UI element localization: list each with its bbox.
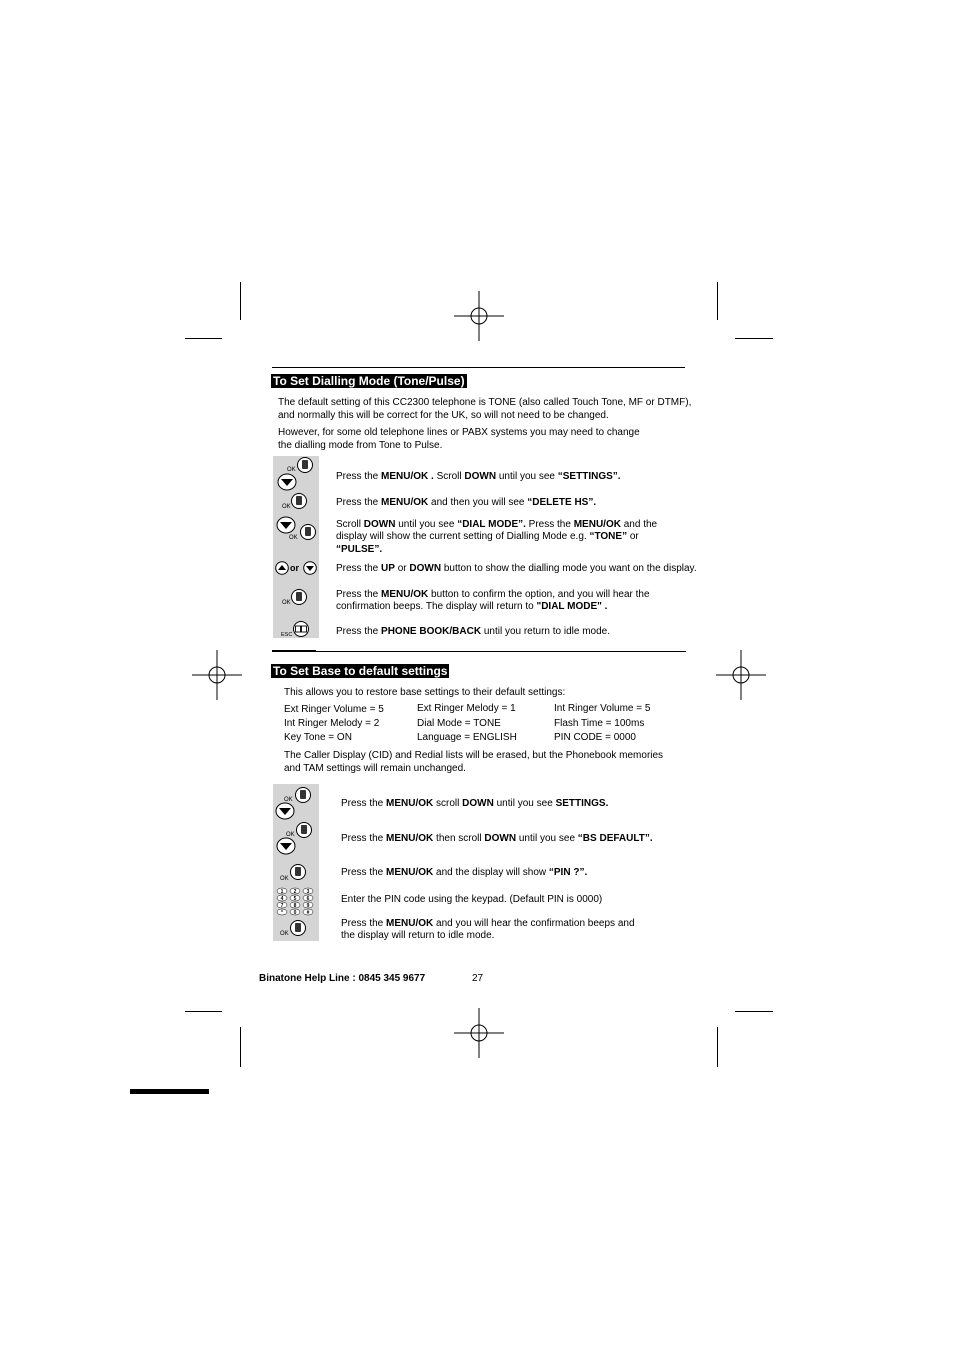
intro-line: However, for some old telephone lines or PABX systems you may need to change bbox=[278, 427, 640, 438]
default-setting: Int Ringer Melody = 2 bbox=[284, 718, 380, 729]
keypad-icon bbox=[276, 887, 316, 917]
registration-mark-icon bbox=[716, 650, 766, 700]
svg-text:OK: OK bbox=[282, 504, 291, 510]
step-instruction: Press the MENU/OK and you will hear the confirmation beeps and bbox=[341, 918, 635, 929]
menu-ok-button-icon bbox=[284, 457, 320, 474]
or-label: or bbox=[290, 563, 299, 573]
keypad-key-label: 4 bbox=[280, 895, 284, 902]
step-instruction: confirmation beeps. The display will return to "DIAL MODE" . bbox=[336, 601, 608, 612]
section-rule-accent bbox=[272, 650, 316, 652]
page-number: 27 bbox=[472, 973, 484, 984]
crop-mark bbox=[240, 282, 241, 320]
default-setting: PIN CODE = 0000 bbox=[554, 732, 636, 743]
up-arrow-button-icon bbox=[275, 561, 289, 575]
default-setting: Int Ringer Volume = 5 bbox=[554, 703, 651, 714]
step-instruction: “PULSE”. bbox=[336, 544, 383, 555]
keypad-key-label: 1 bbox=[280, 888, 284, 895]
keypad-key-label: 8 bbox=[293, 902, 297, 909]
crop-mark bbox=[240, 1027, 241, 1067]
registration-mark-icon bbox=[454, 1008, 504, 1058]
keypad-key-label: 5 bbox=[293, 895, 297, 902]
keypad-key-label: 3 bbox=[306, 888, 310, 895]
menu-ok-button-icon bbox=[281, 589, 317, 606]
step-instruction: Press the MENU/OK then scroll DOWN until you see “BS DEFAULT”. bbox=[341, 833, 653, 844]
note-line: and TAM settings will remain unchanged. bbox=[284, 763, 466, 774]
section-rule bbox=[272, 367, 685, 368]
step-instruction: Scroll DOWN until you see “DIAL MODE”. Press the MENU/OK and the bbox=[336, 519, 658, 530]
intro-line: This allows you to restore base settings to their default settings: bbox=[284, 687, 566, 698]
default-setting: Ext Ringer Volume = 5 bbox=[284, 704, 384, 715]
intro-line: the dialling mode from Tone to Pulse. bbox=[278, 440, 443, 451]
step-instruction: Press the MENU/OK . Scroll DOWN until you see “SETTINGS”. bbox=[336, 471, 621, 482]
section-rule bbox=[272, 651, 686, 652]
default-setting: Language = ENGLISH bbox=[417, 732, 517, 743]
crop-mark bbox=[735, 1011, 773, 1012]
svg-text:ESC: ESC bbox=[281, 632, 293, 638]
intro-line: and normally this will be correct for the UK, so will not need to be changed. bbox=[278, 410, 609, 421]
svg-text:OK: OK bbox=[286, 832, 295, 838]
crop-mark bbox=[717, 1027, 718, 1067]
registration-mark-icon bbox=[454, 291, 504, 341]
svg-text:OK: OK bbox=[280, 931, 289, 937]
svg-text:OK: OK bbox=[280, 876, 289, 882]
step-instruction: Press the MENU/OK and then you will see “DELETE HS”. bbox=[336, 497, 597, 508]
menu-ok-button-icon bbox=[281, 493, 317, 510]
svg-text:OK: OK bbox=[284, 797, 293, 803]
step-instruction: Press the UP or DOWN button to show the dialling mode you want on the display. bbox=[336, 563, 697, 574]
section-heading: To Set Dialling Mode (Tone/Pulse) bbox=[273, 374, 465, 388]
phonebook-back-button-icon bbox=[281, 621, 317, 638]
default-setting: Key Tone = ON bbox=[284, 732, 352, 743]
keypad-key-label: 6 bbox=[306, 895, 310, 902]
section-heading: To Set Base to default settings bbox=[273, 664, 448, 678]
keypad-key-label: 2 bbox=[293, 888, 297, 895]
keypad-key-label: 9 bbox=[306, 902, 310, 909]
keypad-key-label: * bbox=[281, 909, 283, 916]
crop-mark bbox=[185, 338, 222, 339]
down-arrow-button-icon bbox=[277, 473, 297, 491]
down-arrow-button-icon bbox=[275, 802, 295, 820]
step-instruction: Press the MENU/OK button to confirm the option, and you will hear the bbox=[336, 589, 650, 600]
step-instruction: the display will return to idle mode. bbox=[341, 930, 495, 941]
keypad-key-label: 7 bbox=[280, 902, 284, 909]
default-setting: Ext Ringer Melody = 1 bbox=[417, 703, 516, 714]
help-line: Binatone Help Line : 0845 345 9677 bbox=[259, 973, 426, 984]
page-edge-bar bbox=[130, 1089, 209, 1094]
registration-mark-icon bbox=[192, 650, 242, 700]
step-instruction: Press the MENU/OK and the display will show “PIN ?”. bbox=[341, 867, 588, 878]
default-setting: Flash Time = 100ms bbox=[554, 718, 645, 729]
menu-ok-button-icon bbox=[287, 524, 319, 541]
down-arrow-button-icon bbox=[303, 561, 317, 575]
default-setting: Dial Mode = TONE bbox=[417, 718, 501, 729]
menu-ok-button-icon bbox=[279, 920, 315, 938]
note-line: The Caller Display (CID) and Redial lists will be erased, but the Phonebook memories bbox=[284, 750, 664, 761]
down-arrow-button-icon bbox=[276, 837, 296, 855]
crop-mark bbox=[735, 338, 773, 339]
step-instruction: display will show the current setting of Dialling Mode e.g. “TONE” or bbox=[336, 531, 639, 542]
keypad-key-label: # bbox=[306, 909, 310, 916]
svg-text:OK: OK bbox=[282, 600, 291, 606]
crop-mark bbox=[717, 282, 718, 320]
crop-mark bbox=[185, 1011, 222, 1012]
svg-text:OK: OK bbox=[287, 467, 296, 473]
intro-line: The default setting of this CC2300 telephone is TONE (also called Touch Tone, MF or DTMF), bbox=[278, 397, 692, 408]
menu-ok-button-icon bbox=[279, 864, 315, 882]
keypad-key-label: 0 bbox=[293, 909, 297, 916]
step-instruction: Press the PHONE BOOK/BACK until you return to idle mode. bbox=[336, 626, 611, 637]
svg-text:OK: OK bbox=[289, 535, 298, 541]
step-instruction: Enter the PIN code using the keypad. (Default PIN is 0000) bbox=[341, 894, 603, 905]
step-instruction: Press the MENU/OK scroll DOWN until you see SETTINGS. bbox=[341, 798, 609, 809]
